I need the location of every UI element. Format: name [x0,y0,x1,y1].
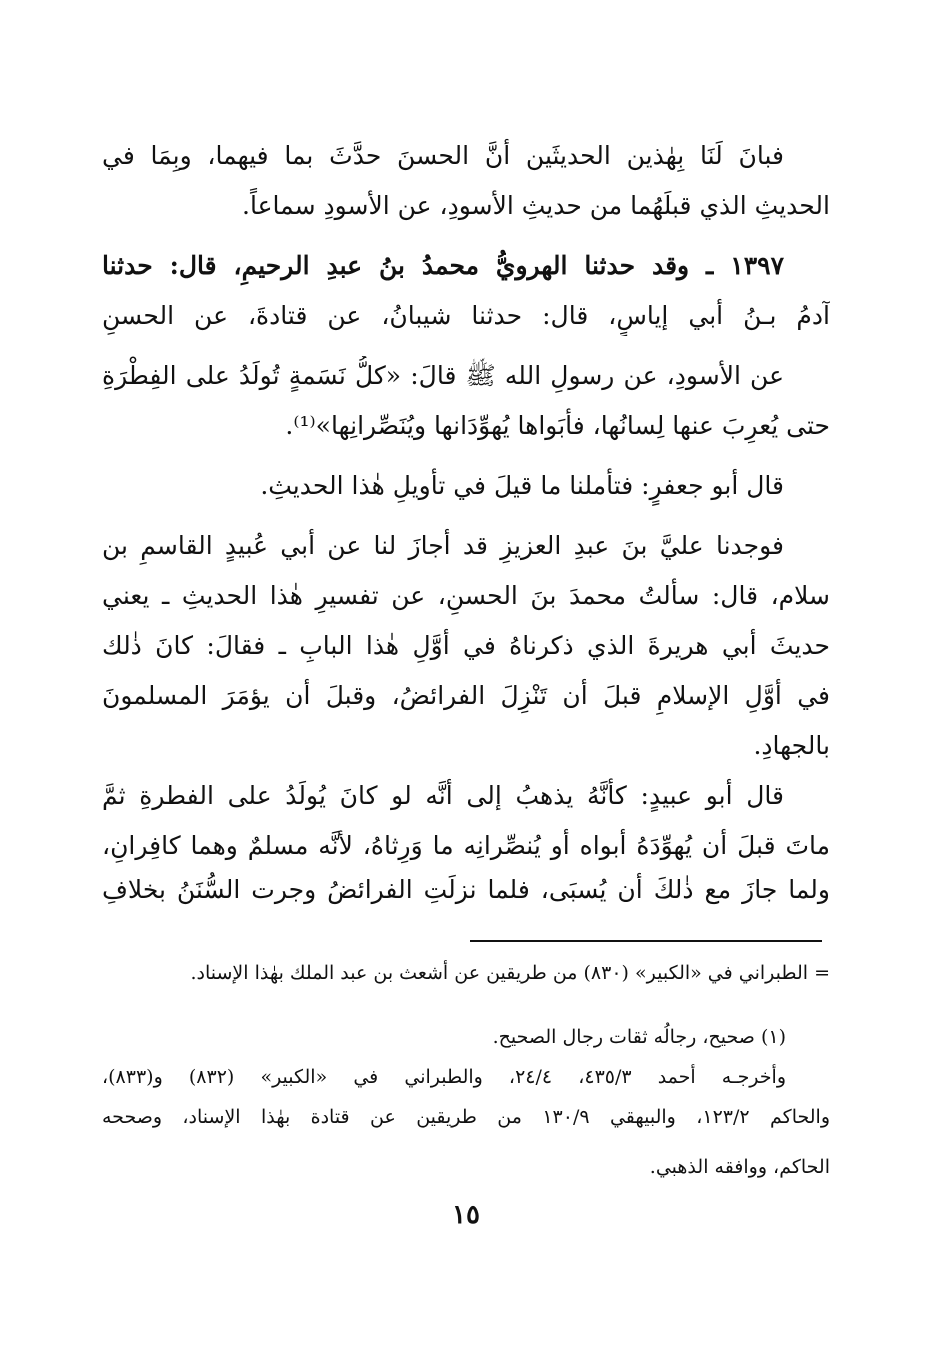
body-line: آدمُ بـنُ أبي إياسٍ، قال: حدثنا شيبانُ، عن قتادةَ، عن الحسنِ [102,301,830,330]
footnote-line: والحاكم ١٢٣/٢، والبيهقي ١٣٠/٩ من طريقين عن قتادة بهٰذا الإسناد، وصححه [102,1106,830,1128]
hadith-number-line: ١٣٩٧ ـ وقد حدثنا الهرويُّ محمدُ بنُ عبدِ الرحيمِ، قال: حدثنا [102,251,784,280]
body-line: بالجهادِ. [753,731,830,760]
page-number: ١٥ [452,1200,480,1230]
body-line: فبانَ لَنَا بِهٰذين الحديثَين أنَّ الحسنَ حدَّثَ بما فيهما، وبِمَا في [102,141,784,170]
body-line: حتى يُعرِبَ عنها لِسانُها، فأبَواها يُهوِّدَانها ويُنَصِّرانِها»⁽¹⁾. [285,411,830,440]
body-line: فوجدنا عليَّ بنَ عبدِ العزيزِ قد أجازَ لنا عن أبي عُبيدٍ القاسمِ بن [102,531,784,560]
footnote-line: وأخرجـه أحمد ٤٣٥/٣، ٢٤/٤، والطبراني في «الكبير» (٨٣٢) و(٨٣٣)، [102,1066,786,1088]
footnote-separator [470,940,822,942]
body-line: قال أبو جعفرٍ: فتأملنا ما قيلَ في تأويلِ هٰذا الحديثِ. [260,471,784,500]
footnote-line: = الطبراني في «الكبير» (٨٣٠) من طريقين عن أشعث بن عبد الملك بهٰذا الإسناد. [190,962,830,984]
body-line: في أوَّلِ الإسلامِ قبلَ أن تَنْزِلَ الفرائضُ، وقبلَ أن يؤمَرَ المسلمونَ [102,681,830,710]
body-line: الحديثِ الذي قبلَهُما من حديثِ الأسودِ، عن الأسودِ سماعاً. [242,191,830,220]
body-line: عن الأسودِ، عن رسولِ الله ﷺ قالَ: «كلُّ نَسَمةٍ تُولَدُ على الفِطْرَةِ [102,361,784,390]
body-line: ماتَ قبلَ أن يُهوِّدَهُ أبواه أو يُنصِّرانِه ما وَرِثاهُ، لأنَّه مسلمٌ وهما كافِرانِ، [102,831,830,860]
body-line: سلام، قال: سألتُ محمدَ بنَ الحسنِ، عن تفسيرِ هٰذا الحديثِ ـ يعني [102,581,830,610]
body-line: ولما جازَ مع ذٰلكَ أن يُسبَى، فلما نزلَتِ الفرائضُ وجرت السُّنَنُ بخلافِ [102,875,830,904]
body-line: قال أبو عبيدٍ: كأنَّهُ يذهبُ إلى أنَّه لو كانَ يُولَدُ على الفطرةِ ثمَّ [102,781,784,810]
footnote-line: الحاكم، ووافقه الذهبي. [649,1156,830,1178]
footnote-line: (١) صحيح، رجالُه ثقات رجال الصحيح. [492,1026,786,1048]
body-line: حديثَ أبي هريرةَ الذي ذكرناهُ في أوَّلِ هٰذا البابِ ـ فقالَ: كانَ ذٰلك [102,631,830,660]
